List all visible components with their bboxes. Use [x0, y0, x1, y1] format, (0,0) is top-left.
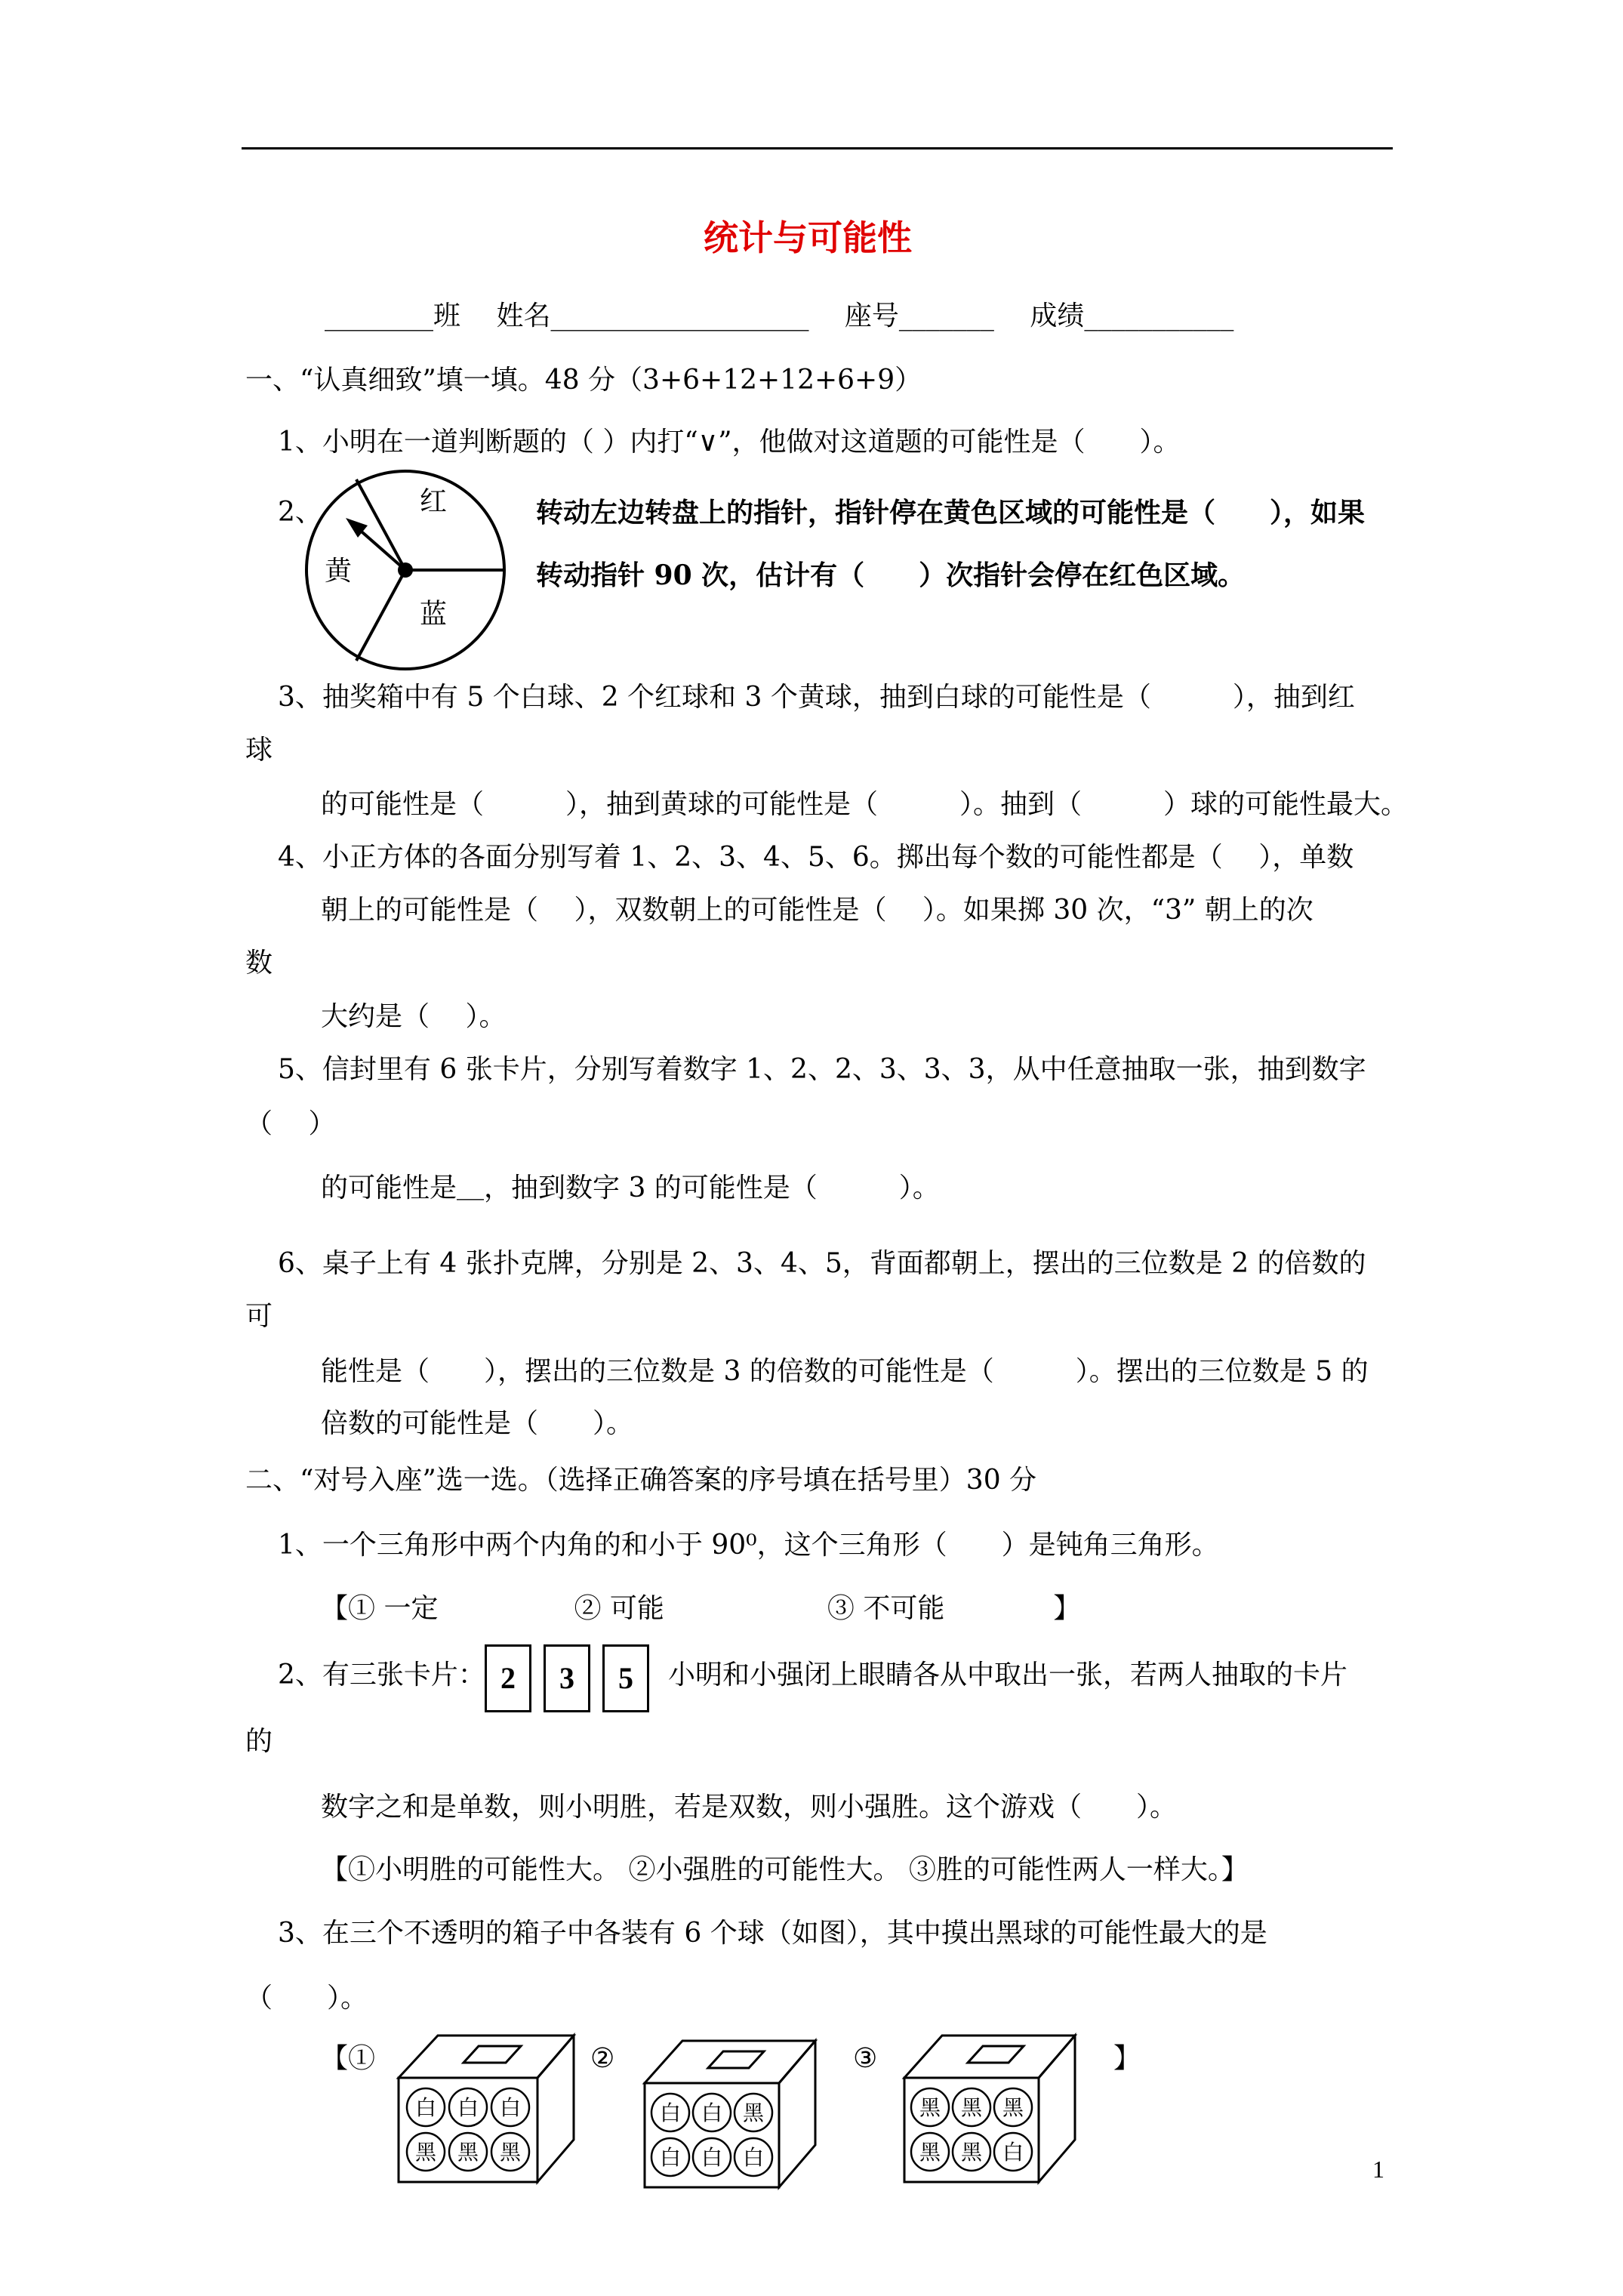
s1-q6-line2: 可: [245, 1301, 273, 1332]
box2-ball-r1c1: 白: [659, 2100, 682, 2125]
box1-ball-r2c3: 黑: [499, 2140, 522, 2165]
s2-q2-prefix: 2、有三张卡片：: [278, 1660, 485, 1690]
card-5: 5: [602, 1644, 649, 1712]
s1-q2-line2: 转动指针 90 次，估计有（ ）次指针会停在红色区域。: [536, 559, 1246, 591]
box1-ball-r2c2: 黑: [457, 2140, 479, 2165]
spinner-label-blue: 蓝: [420, 599, 448, 630]
s1-q5-line3: 的可能性是＿，抽到数字 3 的可能性是（ ）。: [321, 1173, 940, 1203]
section2-heading: 二、“对号入座”选一选。（选择正确答案的序号填在括号里）30 分: [245, 1465, 1037, 1496]
box2-ball-r1c3: 黑: [742, 2100, 765, 2125]
section1-heading: 一、“认真细致”填一填。48 分（3+6+12+12+6+9）: [245, 365, 922, 396]
page-number: 1: [1372, 2156, 1384, 2183]
box3-ball-r1c1: 黑: [919, 2095, 941, 2120]
box2-ball-r2c1: 白: [659, 2145, 682, 2170]
box1-ball-r1c1: 白: [414, 2095, 437, 2120]
spinner-diagram: [302, 467, 513, 678]
spinner-center: [398, 562, 413, 578]
s2-q2-options: 【①小明胜的可能性大。 ②小强胜的可能性大。 ③胜的可能性两人一样大。】: [321, 1854, 1249, 1885]
s1-q6-line3: 能性是（ ），摆出的三位数是 3 的倍数的可能性是（ ）。摆出的三位数是 5 的: [321, 1356, 1369, 1387]
s1-q3-line1: 3、抽奖箱中有 5 个白球、2 个红球和 3 个黄球，抽到白球的可能性是（ ），抽到红: [278, 682, 1355, 713]
s1-q4-line2: 朝上的可能性是（ ），双数朝上的可能性是（ ）。如果掷 30 次，“3” 朝上的次: [321, 895, 1313, 926]
q3-close-bracket: 】: [1113, 2043, 1141, 2074]
spinner-divider-bottom: [356, 570, 405, 661]
s1-q4-line4: 大约是（ ）。: [321, 1001, 507, 1032]
box1-ball-r1c3: 白: [499, 2095, 522, 2120]
ball-box-1: [391, 2029, 595, 2188]
s2-q2-line3: 数字之和是单数，则小明胜，若是双数，则小强胜。这个游戏（ ）。: [321, 1792, 1178, 1823]
s1-q5-line1: 5、信封里有 6 张卡片，分别写着数字 1、2、2、3、3、3，从中任意抽取一张，抽到数字: [278, 1054, 1366, 1085]
box2-ball-r1c2: 白: [701, 2100, 723, 2125]
student-info-line: ________班 姓名___________________ 座号_______ 成绩___________: [325, 300, 1234, 331]
spinner-label-red: 红: [420, 486, 448, 517]
s1-q2-number: 2、: [278, 497, 322, 528]
box1-ball-r1c2: 白: [457, 2095, 479, 2120]
box2-ball-r2c3: 白: [742, 2145, 765, 2170]
s2-q1: 1、一个三角形中两个内角的和小于 90⁰，这个三角形（ ）是钝角三角形。: [278, 1530, 1219, 1561]
box3-ball-r2c1: 黑: [919, 2140, 941, 2165]
box1-ball-r2c1: 黑: [414, 2140, 437, 2165]
s1-q5-line2: （ ）: [245, 1108, 336, 1139]
s2-q3-line2: （ ）。: [245, 1983, 368, 2014]
box3-ball-r2c2: 黑: [960, 2140, 983, 2165]
s1-q6-line1: 6、桌子上有 4 张扑克牌，分别是 2、3、4、5，背面都朝上，摆出的三位数是 2 的倍数的: [278, 1248, 1366, 1279]
header-rule: [242, 147, 1393, 149]
q3-open-bracket: 【①: [321, 2043, 376, 2074]
s2-q2-line1: 小明和小强闭上眼睛各从中取出一张，若两人抽取的卡片: [668, 1660, 1348, 1690]
spinner-label-yellow: 黄: [325, 556, 353, 587]
s1-q3-line3: 的可能性是（ ），抽到黄球的可能性是（ ）。抽到（ ）球的可能性最大。: [321, 789, 1409, 820]
q3-marker-2: ②: [590, 2043, 615, 2074]
box3-ball-r1c3: 黑: [1002, 2095, 1024, 2120]
s2-q1-options: 【① 一定 ② 可能 ③ 不可能 】: [321, 1593, 1081, 1624]
box2-ball-r2c2: 白: [701, 2145, 723, 2170]
ball-box-2: [639, 2035, 835, 2193]
card-3: 3: [544, 1644, 590, 1712]
ball-box-3: [898, 2029, 1095, 2188]
q3-marker-3: ③: [853, 2043, 878, 2074]
s1-q6-line4: 倍数的可能性是（ ）。: [321, 1408, 634, 1439]
s1-q4-line1: 4、小正方体的各面分别写着 1、2、3、4、5、6。掷出每个数的可能性都是（ ），单数: [278, 842, 1354, 873]
s1-q4-line3: 数: [245, 948, 273, 978]
box3-ball-r2c3: 白: [1002, 2140, 1024, 2165]
card-2: 2: [485, 1644, 531, 1712]
spinner-pointer: [356, 527, 405, 570]
s1-q3-line2: 球: [245, 735, 273, 766]
s2-q2-line2: 的: [245, 1726, 273, 1757]
page-title: 统计与可能性: [704, 217, 912, 258]
box3-ball-r1c2: 黑: [960, 2095, 983, 2120]
s2-q3-line1: 3、在三个不透明的箱子中各装有 6 个球（如图），其中摸出黑球的可能性最大的是: [278, 1918, 1267, 1949]
s1-q1: 1、小明在一道判断题的（ ）内打“∨”，他做对这道题的可能性是（ ）。: [278, 427, 1181, 458]
s1-q2-line1: 转动左边转盘上的指针，指针停在黄色区域的可能性是（ ），如果: [536, 497, 1366, 529]
